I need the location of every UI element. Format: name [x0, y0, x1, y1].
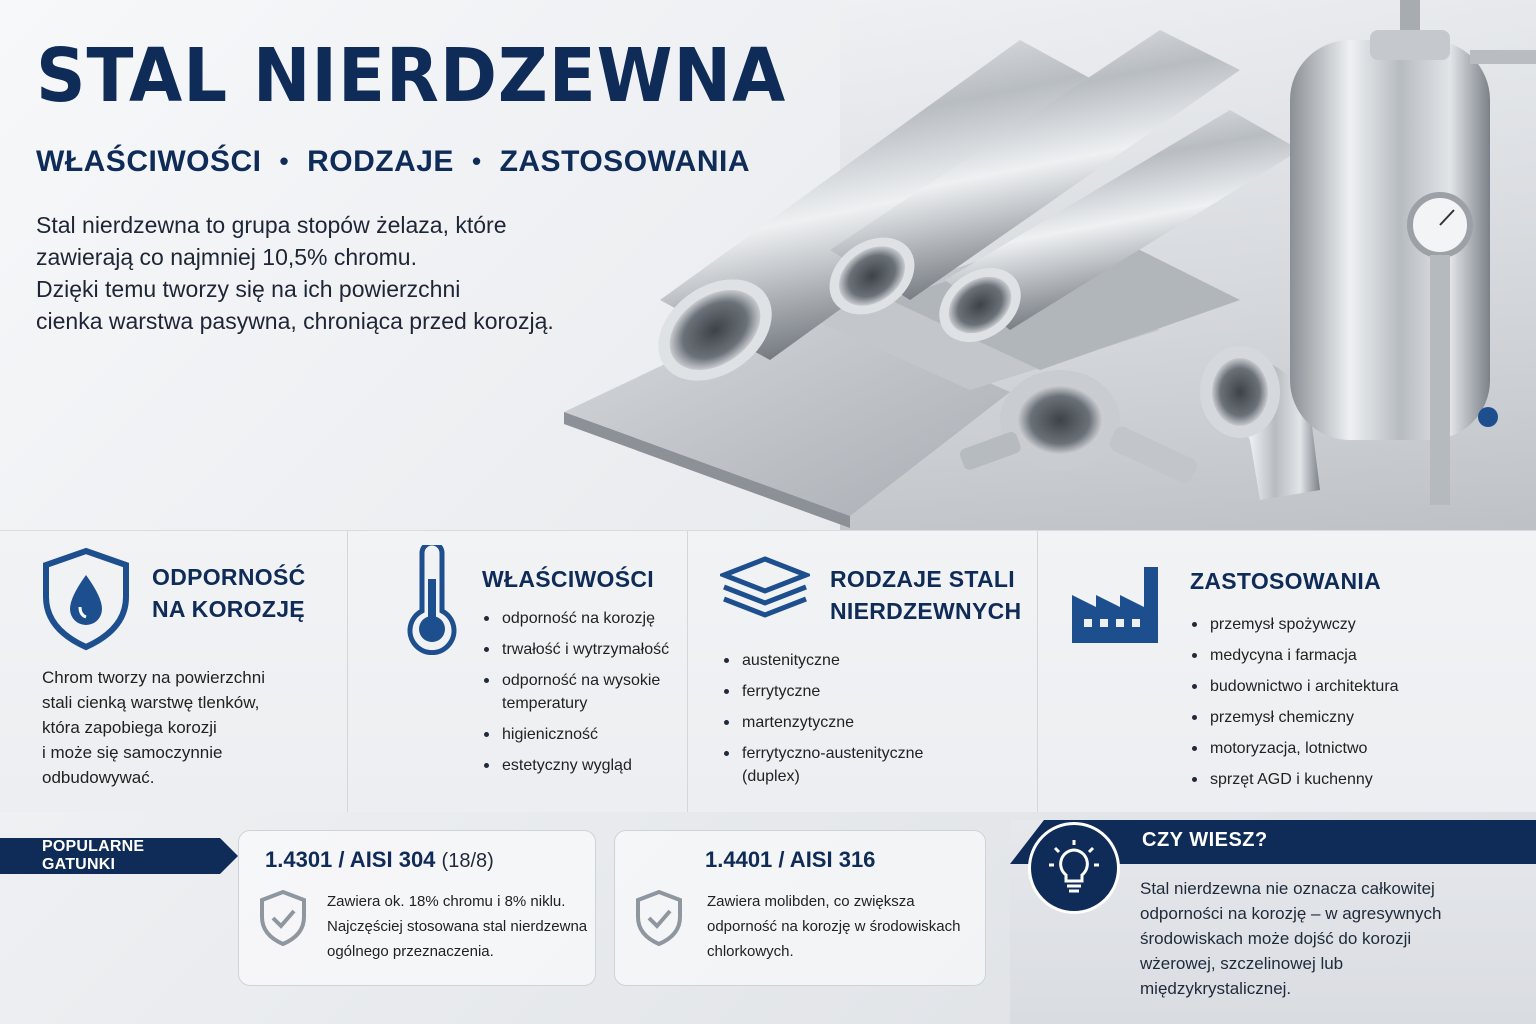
- feature-title: WŁAŚCIWOŚCI: [482, 566, 654, 592]
- list-item: motoryzacja, lotnictwo: [1190, 737, 1399, 760]
- types-list: [722, 649, 923, 796]
- feature-description: Chrom tworzy na powierzchni stali cienką warstwę tlenków, która zapobiega korozji i może się samoczynnie odbudowywać.: [42, 668, 265, 787]
- shield-drop-icon: [40, 547, 132, 651]
- list-item: estetyczny wygląd: [482, 754, 669, 777]
- list-item: przemysł spożywczy: [1190, 613, 1399, 636]
- grade-card-316: [614, 830, 986, 986]
- intro-line: zawierają co najmniej 10,5% chromu.: [36, 243, 417, 270]
- shield-check-icon: [635, 889, 683, 947]
- did-you-know-title: CZY WIESZ?: [1142, 829, 1268, 851]
- lightbulb-badge: [1028, 822, 1120, 914]
- intro-line: cienka warstwa pasywna, chroniąca przed korozją.: [36, 307, 554, 334]
- grade-description: Zawiera ok. 18% chromu i 8% niklu. Najczęściej stosowana stal nierdzewna ogólnego przeznaczenia.: [327, 893, 588, 960]
- shield-check-icon: [259, 889, 307, 947]
- did-you-know-text: Stal nierdzewna nie oznacza całkowitej odporności na korozję – w agresywnych środowiskach może dojść do korozji wżerowej, szczelinowej lub międzykrystalicznej.: [1140, 879, 1442, 998]
- popular-grades-label: POPULARNE GATUNKI: [0, 838, 220, 874]
- list-item: martenzytyczne: [722, 711, 923, 734]
- feature-title: RODZAJE STALI NIERDZEWNYCH: [830, 566, 1022, 624]
- list-item: sprzęt AGD i kuchenny: [1190, 768, 1399, 791]
- page-title: STAL NIERDZEWNA: [36, 33, 787, 119]
- feature-band: [0, 530, 1536, 812]
- subtitle-item: WŁAŚCIWOŚCI: [36, 144, 262, 178]
- list-item: przemysł chemiczny: [1190, 706, 1399, 729]
- intro-line: Stal nierdzewna to grupa stopów żelaza, które: [36, 211, 507, 238]
- grade-code: 1.4401 / AISI 316: [705, 847, 876, 872]
- layers-icon: [720, 555, 810, 625]
- lightbulb-icon: [1047, 838, 1101, 898]
- steel-products-image: [540, 0, 1536, 530]
- list-item: higieniczność: [482, 723, 669, 746]
- grade-card-304: [238, 830, 596, 986]
- intro-line: Dzięki temu tworzy się na ich powierzchni: [36, 275, 461, 302]
- grade-description: Zawiera molibden, co zwiększa odporność na korozję w środowiskach chlorkowych.: [707, 893, 961, 960]
- list-item: medycyna i farmacja: [1190, 644, 1399, 667]
- intro-paragraph: [36, 209, 556, 337]
- feature-types: [688, 531, 1038, 812]
- list-item: ferrytyczne: [722, 680, 923, 703]
- list-item: ferrytyczno-austenityczne (duplex): [722, 742, 923, 788]
- feature-title: ZASTOSOWANIA: [1190, 568, 1382, 594]
- list-item: trwałość i wytrzymałość: [482, 638, 669, 661]
- feature-title: ODPORNOŚĆ NA KOROZJĘ: [152, 564, 306, 622]
- subtitle-item: RODZAJE: [307, 144, 454, 178]
- subtitle-item: ZASTOSOWANIA: [499, 144, 751, 178]
- feature-applications: [1038, 531, 1536, 812]
- thermometer-icon: [404, 545, 460, 655]
- subtitle-separator: •: [471, 146, 482, 177]
- list-item: austenityczne: [722, 649, 923, 672]
- applications-list: [1190, 613, 1399, 799]
- subtitle-separator: •: [279, 146, 290, 177]
- properties-list: [482, 607, 669, 785]
- did-you-know-panel: [1010, 820, 1536, 1024]
- feature-corrosion: [0, 531, 348, 812]
- grade-code: 1.4301 / AISI 304 (18/8): [265, 847, 494, 872]
- list-item: odporność na wysokie temperatury: [482, 669, 669, 715]
- list-item: odporność na korozję: [482, 607, 669, 630]
- list-item: budownictwo i architektura: [1190, 675, 1399, 698]
- factory-icon: [1070, 563, 1162, 645]
- feature-properties: [348, 531, 688, 812]
